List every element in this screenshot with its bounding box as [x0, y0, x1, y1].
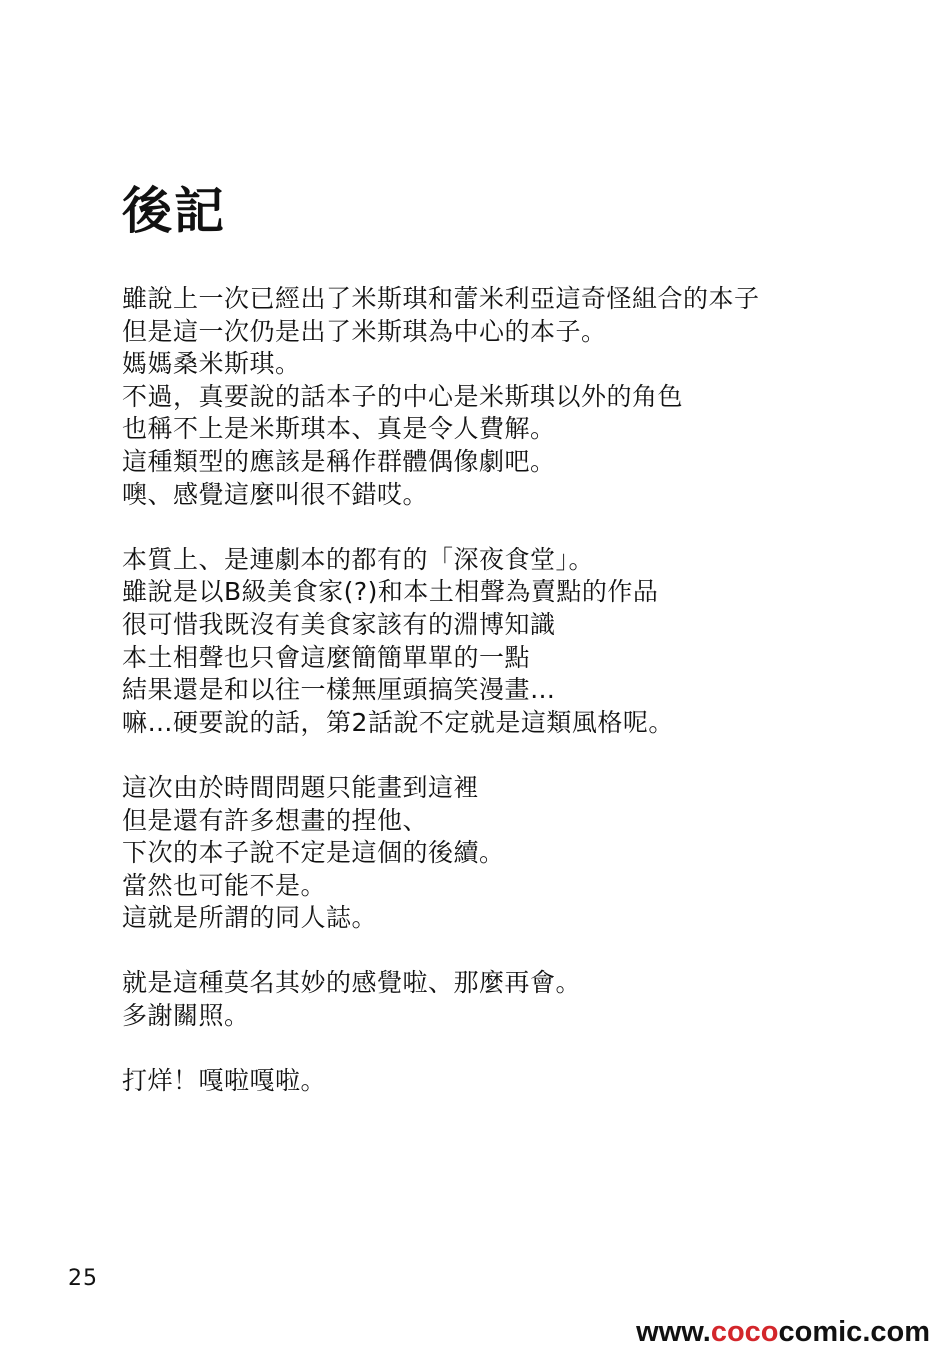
text-line: 媽媽桑米斯琪。 [122, 349, 301, 379]
paragraph-spacer [122, 935, 902, 968]
paragraph-5 [122, 1065, 902, 1098]
text-line: 本土相聲也只會這麼簡簡單單的一點 [122, 642, 531, 672]
paragraph-2 [122, 544, 902, 740]
text-line: 當然也可能不是。 [122, 870, 327, 900]
afterword-body [122, 283, 902, 1098]
text-line: 這次由於時間問題只能畫到這裡 [122, 772, 480, 802]
text-line: 不過，真要說的話本子的中心是米斯琪以外的角色 [122, 381, 684, 411]
paragraph-spacer [122, 1033, 902, 1066]
paragraph-spacer [122, 511, 902, 544]
text-line: 這種類型的應該是稱作群體偶像劇吧。 [122, 446, 556, 476]
text-line: 但是還有許多想畫的捏他、 [122, 805, 429, 835]
paragraph-spacer [122, 739, 902, 772]
site-watermark [636, 1318, 930, 1347]
page-number: 25 [68, 1266, 98, 1291]
text-line: 結果還是和以往一樣無厘頭搞笑漫畫… [122, 675, 556, 705]
text-line: 噢、感覺這麼叫很不錯哎。 [122, 479, 429, 509]
watermark-suffix: comic.com [778, 1316, 930, 1348]
text-line: 也稱不上是米斯琪本、真是令人費解。 [122, 414, 556, 444]
text-line: 很可惜我既沒有美食家該有的淵博知識 [122, 609, 556, 639]
paragraph-4 [122, 967, 902, 1032]
text-line: 就是這種莫名其妙的感覺啦、那麼再會。 [122, 968, 582, 998]
watermark-prefix: www. [636, 1316, 711, 1348]
text-line: 打烊！嘎啦嘎啦。 [122, 1066, 327, 1096]
text-line: 這就是所謂的同人誌。 [122, 903, 378, 933]
paragraph-1 [122, 283, 902, 511]
text-line: 本質上、是連劇本的都有的「深夜食堂」。 [122, 544, 595, 574]
text-line: 雖說上一次已經出了米斯琪和蕾米利亞這奇怪組合的本子 [122, 284, 760, 313]
text-line: 雖說是以B級美食家(?)和本土相聲為賣點的作品 [122, 577, 659, 607]
text-line: 但是這一次仍是出了米斯琪為中心的本子。 [122, 316, 607, 346]
text-line: 嘛…硬要說的話，第2話說不定就是這類風格呢。 [122, 707, 674, 737]
text-line: 下次的本子說不定是這個的後續。 [122, 838, 505, 868]
text-line: 多謝關照。 [122, 1001, 250, 1031]
page-title: 後記 [122, 182, 226, 240]
paragraph-3 [122, 772, 902, 935]
watermark-brand: coco [710, 1316, 779, 1348]
